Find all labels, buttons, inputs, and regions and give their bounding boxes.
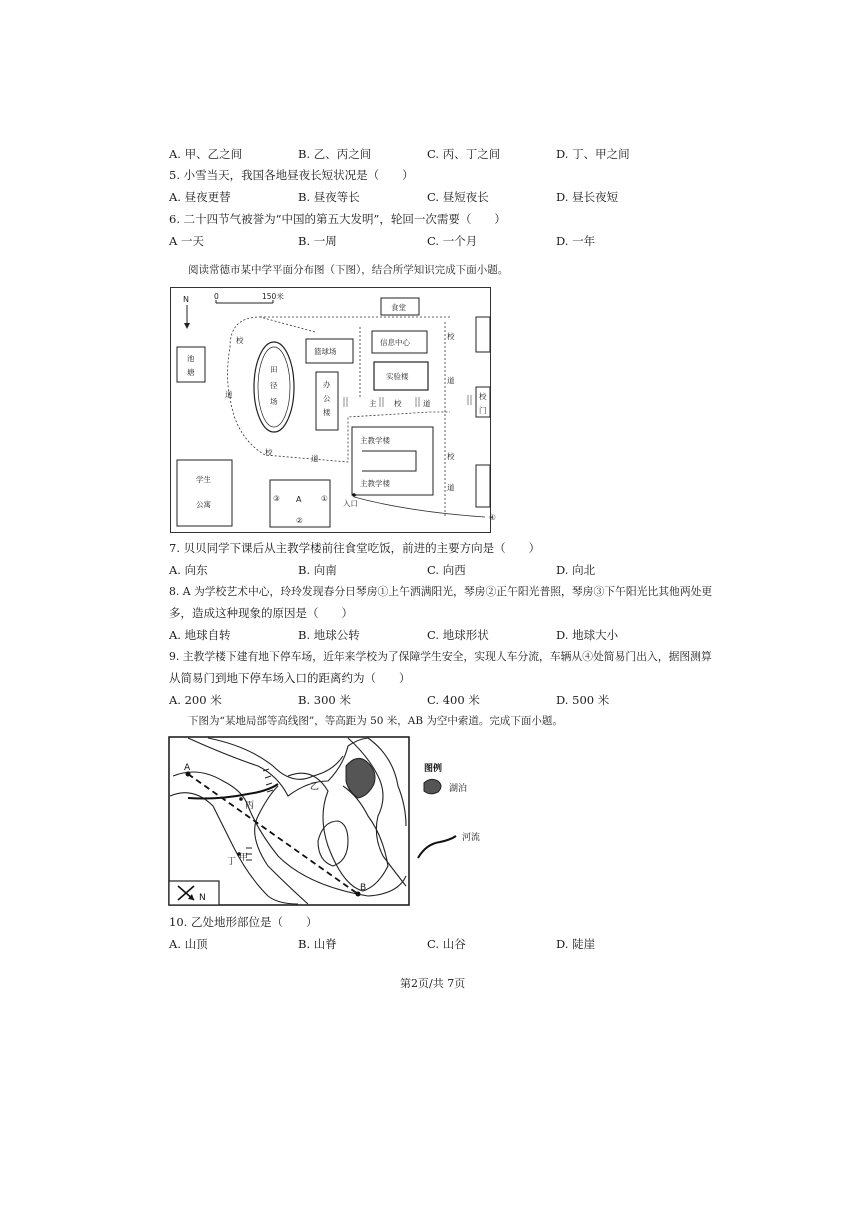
q10-stem: 10. 乙处地形部位是（ ）: [169, 915, 318, 929]
q10-option-d: D. 陡崖: [556, 937, 596, 951]
room-2-marker: ②: [296, 516, 303, 525]
entrance-label: 入口: [343, 499, 358, 508]
office-label-3: 楼: [323, 408, 331, 417]
q5-option-c: C. 昼短夜长: [427, 190, 489, 204]
q5-option-d: D. 昼长夜短: [556, 190, 619, 204]
q5-option-b: B. 昼夜等长: [298, 190, 360, 204]
q6-option-d: D. 一年: [556, 234, 596, 248]
gate-4-marker: ④: [489, 513, 496, 522]
road-label-dao-3: 道: [447, 376, 455, 385]
school-map-figure: [170, 287, 496, 534]
q7-option-c: C. 向西: [427, 563, 466, 577]
q5-stem: 5. 小雪当天，我国各地昼夜长短状况是（ ）: [169, 168, 414, 182]
basketball-label: 篮球场: [314, 347, 337, 356]
q7-option-b: B. 向南: [298, 563, 337, 577]
dorm-label-2: 公寓: [196, 500, 211, 509]
q9-option-c: C. 400 米: [427, 693, 480, 707]
office-label-1: 办: [323, 380, 331, 389]
contour-north-label: N: [199, 893, 206, 903]
q9-option-b: B. 300 米: [298, 693, 351, 707]
contour-point-b: B: [360, 883, 367, 893]
room-1-marker: ①: [321, 494, 328, 503]
contour-point-ding: 丁: [227, 857, 237, 867]
q7-option-a: A. 向东: [169, 563, 208, 577]
page-footer: 第2页/共 7页: [400, 977, 466, 990]
river-legend-icon: [418, 836, 456, 858]
q4-option-b: B. 乙、丙之间: [298, 147, 372, 161]
contour-point-a: A: [184, 763, 191, 773]
q6-option-c: C. 一个月: [427, 234, 478, 248]
q6-option-b: B. 一周: [298, 234, 337, 248]
info-center-label: 信息中心: [380, 338, 410, 347]
gate-label-2: 门: [479, 406, 487, 415]
dorm-label-1: 学生: [196, 475, 211, 484]
legend-river-label: 河流: [462, 833, 481, 843]
q4-option-c: C. 丙、丁之间: [427, 147, 501, 161]
main-road-label-dao: 道: [423, 399, 431, 408]
contour-point-bing: 丙: [245, 801, 255, 811]
q4-option-a: A. 甲、乙之间: [169, 147, 243, 161]
passage-contour-map: 下图为“某地局部等高线图”，等高距为 50 米，AB 为空中索道。完成下面小题。: [188, 715, 563, 727]
contour-point-yi: 乙: [310, 782, 320, 792]
office-label-2: 公: [323, 394, 331, 403]
pond-label-2: 塘: [187, 368, 195, 377]
teaching-building-1-label: 主教学楼: [360, 436, 390, 445]
q8-option-a: A. 地球自转: [169, 628, 231, 642]
road-label-dao-4: 道: [447, 483, 455, 492]
contour-map-figure: [168, 736, 490, 908]
contour-point-jia: 甲: [239, 853, 249, 863]
q8-option-b: B. 地球公转: [298, 628, 360, 642]
passage-school-map: 阅读常德市某中学平面分布图（下图），结合所学知识完成下面小题。: [188, 264, 509, 276]
teaching-building-2-label: 主教学楼: [360, 479, 390, 488]
north-label: N: [183, 295, 189, 304]
lab-label: 实验楼: [386, 372, 409, 381]
q7-option-d: D. 向北: [556, 563, 596, 577]
q5-option-a: A. 昼夜更替: [169, 190, 231, 204]
road-label-dao-2: 道: [311, 454, 319, 463]
track-label-1: 田: [270, 365, 278, 374]
pond-label-1: 池: [187, 354, 195, 363]
q8-stem-line2: 多，造成这种现象的原因是（ ）: [169, 606, 353, 620]
q9-option-d: D. 500 米: [556, 693, 610, 707]
q9-option-a: A. 200 米: [169, 693, 222, 707]
q8-option-d: D. 地球大小: [556, 628, 619, 642]
road-label-dao-1: 道: [225, 390, 233, 399]
legend-lake-label: 湖泊: [449, 784, 468, 794]
q8-option-c: C. 地球形状: [427, 628, 489, 642]
scale-zero: 0: [214, 292, 219, 301]
q9-stem-line1: 9. 主教学楼下建有地下停车场，近年来学校为了保障学生安全，实现人车分流，车辆从④处简易门出入，据图测算: [169, 650, 712, 663]
main-road-label-zhu: 主: [369, 399, 377, 408]
main-road-label-xiao: 校: [394, 399, 402, 408]
track-label-3: 场: [270, 397, 278, 406]
q4-option-d: D. 丁、甲之间: [556, 147, 630, 161]
legend-title: 图例: [424, 764, 443, 774]
q8-stem-line1: 8. A 为学校艺术中心，玲玲发现春分日琴房①上午洒满阳光，琴房②正午阳光普照，琴房③下午阳光比其他两处更: [169, 585, 713, 598]
room-3-marker: ③: [273, 494, 280, 503]
q9-stem-line2: 从简易门到地下停车场入口的距离约为（ ）: [169, 671, 411, 685]
road-label-xiao-2: 校: [265, 448, 273, 457]
q6-option-a: A 一天: [169, 234, 204, 248]
q10-option-a: A. 山顶: [169, 937, 208, 951]
q10-option-b: B. 山脊: [298, 937, 337, 951]
q6-stem: 6. 二十四节气被誉为“中国的第五大发明”，轮回一次需要（ ）: [169, 212, 506, 226]
canteen-label: 食堂: [391, 303, 406, 312]
gate-label-1: 校: [479, 392, 487, 401]
road-label-xiao-1: 校: [236, 336, 244, 345]
point-a-label: A: [296, 495, 302, 504]
lake-legend-icon: [424, 779, 441, 793]
road-label-xiao-4: 校: [447, 452, 455, 461]
road-label-xiao-3: 校: [447, 332, 455, 341]
q10-option-c: C. 山谷: [427, 937, 466, 951]
scale-length: 150米: [262, 292, 284, 301]
track-label-2: 径: [270, 381, 278, 390]
q7-stem: 7. 贝贝同学下课后从主教学楼前往食堂吃饭，前进的主要方向是（ ）: [169, 541, 541, 555]
